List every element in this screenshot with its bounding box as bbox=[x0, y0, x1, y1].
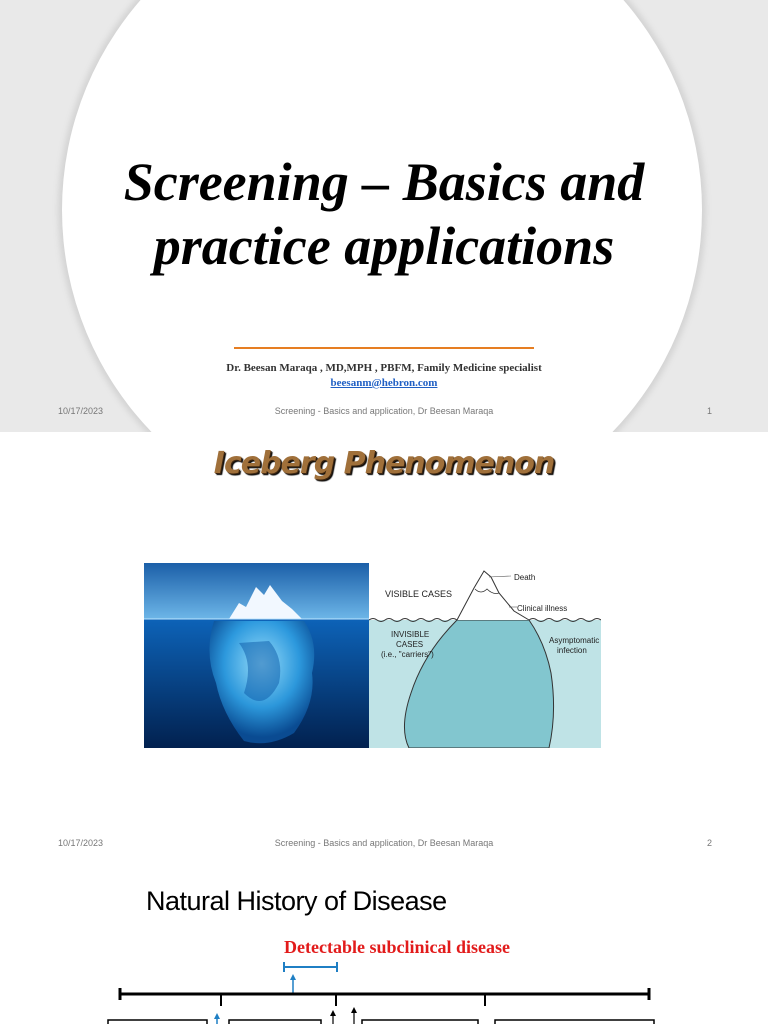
footer-date: 10/17/2023 bbox=[58, 406, 104, 416]
author-email-link[interactable]: beesanm@hebron.com bbox=[330, 377, 438, 389]
slide-title: Natural History of Disease bbox=[146, 886, 447, 916]
author-line: Dr. Beesan Maraqa , MD,MPH , PBFM, Family Medicine specialist bbox=[226, 362, 542, 374]
title-line-2: practice applications bbox=[153, 216, 615, 276]
footer-page-number: 1 bbox=[706, 406, 712, 416]
label-clinical-illness: Clinical illness bbox=[517, 604, 568, 613]
slide-title: Iceberg Phenomenon bbox=[213, 446, 555, 481]
footer-text: Screening - Basics and application, Dr Beesan Maraqa bbox=[274, 838, 494, 848]
timeline-diagram bbox=[0, 864, 768, 1024]
iceberg-diagram bbox=[369, 563, 601, 748]
detectable-subclinical-label: Detectable subclinical disease bbox=[284, 937, 510, 957]
label-infection: infection bbox=[557, 646, 587, 655]
label-invisible: INVISIBLE bbox=[391, 630, 430, 639]
slide-title bbox=[0, 150, 768, 278]
slide-2 bbox=[0, 432, 768, 864]
footer-page-number: 2 bbox=[706, 838, 712, 848]
label-asymptomatic: Asymptomatic bbox=[549, 636, 600, 645]
label-visible-cases: VISIBLE CASES bbox=[385, 589, 453, 599]
slide-3 bbox=[0, 864, 768, 1024]
label-death: Death bbox=[514, 573, 536, 582]
footer-text: Screening - Basics and application, Dr Beesan Maraqa bbox=[274, 406, 494, 416]
title-divider bbox=[234, 347, 534, 349]
label-carriers: (i.e., "carriers") bbox=[381, 650, 434, 659]
footer-date: 10/17/2023 bbox=[58, 838, 104, 848]
iceberg-photo bbox=[144, 563, 370, 748]
label-cases: CASES bbox=[396, 640, 424, 649]
slide-1 bbox=[0, 0, 768, 432]
title-line-1: Screening – Basics and bbox=[123, 152, 645, 212]
